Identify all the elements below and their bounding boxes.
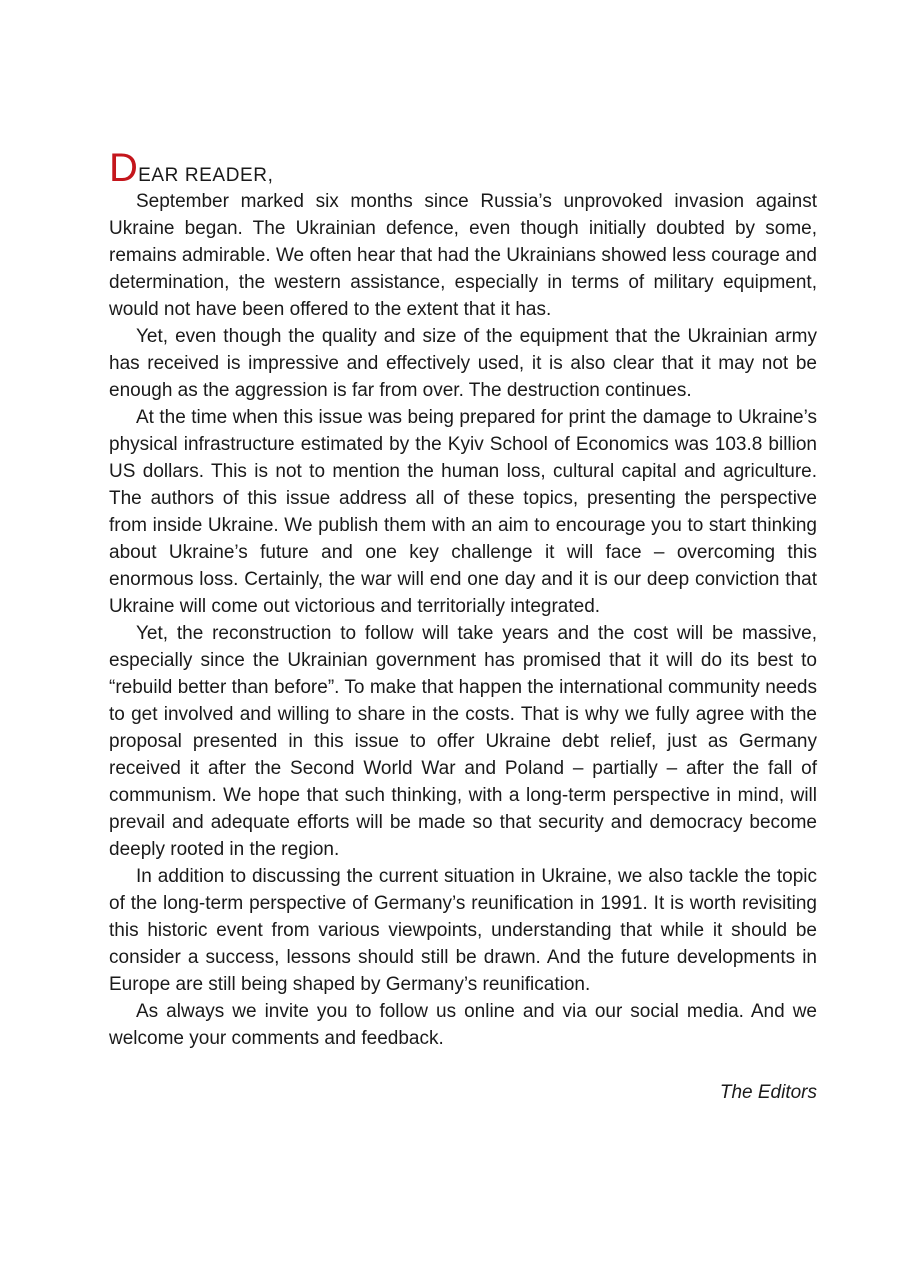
- paragraph-3: At the time when this issue was being prepared for print the damage to Ukraine’s physical infrastructure estimated by the Kyiv School of Economics was 103.8 billion US dollars. This is not to mention the human loss, cultural capital and agriculture. The authors of this issue address all of these topics, presenting the perspective from inside Ukraine. We publish them with an aim to encourage you to start thinking about Ukraine’s future and one key challenge it will face – overcoming this enormous loss. Certainly, the war will end one day and it is our deep conviction that Ukraine will come out victorious and territorially integrated.: [109, 407, 817, 617]
- paragraph-2: Yet, even though the quality and size of the equipment that the Ukrainian army has received is impressive and effectively used, it is also clear that it may not be enough as the aggression is far from over. The destruction continues.: [109, 326, 817, 401]
- heading-text: EAR READER,: [138, 165, 274, 186]
- paragraph-5: In addition to discussing the current situation in Ukraine, we also tackle the topic of the long-term perspective of Germany’s reunification in 1991. It is worth revisiting this historic event from various viewpoints, understanding that while it should be consider a success, lessons should still be drawn. And the future developments in Europe are still being shaped by Germany’s reunification.: [109, 866, 817, 995]
- paragraph-6: As always we invite you to follow us online and via our social media. And we welcome your comments and feedback.: [109, 1001, 817, 1049]
- signature: The Editors: [719, 1082, 817, 1103]
- editorial-letter: [109, 148, 817, 1106]
- heading-drop-initial: D: [109, 146, 139, 190]
- paragraph-4: Yet, the reconstruction to follow will take years and the cost will be massive, especially since the Ukrainian government has promised that it will do its best to “rebuild better than before”. To make that happen the international community needs to get involved and willing to share in the costs. That is why we fully agree with the proposal presented in this issue to offer Ukraine debt relief, just as Germany received it after the Second World War and Poland – partially – after the fall of communism. We hope that such thinking, with a long-term perspective in mind, will prevail and adequate efforts will be made so that security and democracy become deeply rooted in the region.: [109, 623, 817, 860]
- paragraph-1: September marked six months since Russia’s unprovoked invasion against Ukraine began. The Ukrainian defence, even though initially doubted by some, remains admirable. We often hear that had the Ukrainians showed less courage and determination, the western assistance, especially in terms of military equipment, would not have been offered to the extent that it has.: [109, 191, 817, 320]
- letter-heading: [109, 148, 817, 188]
